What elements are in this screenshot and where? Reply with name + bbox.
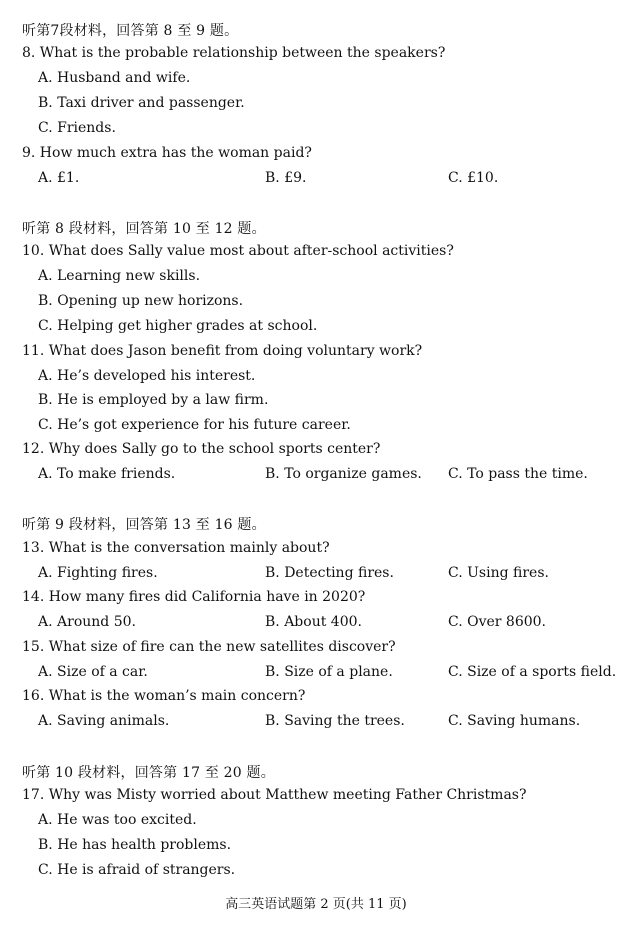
option-17c: C. He is afraid of strangers. xyxy=(38,862,236,878)
option-16a: A. Saving animals. xyxy=(38,713,170,729)
option-13c: C. Using fires. xyxy=(448,565,549,581)
option-12b: B. To organize games. xyxy=(265,466,422,482)
question-14: 14. How many fires did California have in 2020? xyxy=(22,589,366,605)
question-15: 15. What size of fire can the new satellites discover? xyxy=(22,639,396,655)
option-11a: A. He’s developed his interest. xyxy=(38,368,256,384)
option-13b: B. Detecting fires. xyxy=(265,565,394,581)
option-9a: A. £1. xyxy=(38,170,80,186)
question-12: 12. Why does Sally go to the school sports center? xyxy=(22,441,381,457)
question-8: 8. What is the probable relationship between the speakers? xyxy=(22,45,446,61)
option-8b: B. Taxi driver and passenger. xyxy=(38,95,245,111)
section-header: 听第7段材料，回答第 8 至 9 题。 xyxy=(22,23,239,39)
section-header: 听第 10 段材料，回答第 17 至 20 题。 xyxy=(22,765,275,781)
option-14a: A. Around 50. xyxy=(38,614,136,630)
option-12a: A. To make friends. xyxy=(38,466,176,482)
option-11c: C. He’s got experience for his future career. xyxy=(38,417,351,433)
option-17b: B. He has health problems. xyxy=(38,837,232,853)
option-8c: C. Friends. xyxy=(38,120,116,136)
question-13: 13. What is the conversation mainly about? xyxy=(22,540,330,556)
option-17a: A. He was too excited. xyxy=(38,812,197,828)
option-13a: A. Fighting fires. xyxy=(38,565,158,581)
option-9b: B. £9. xyxy=(265,170,307,186)
question-10: 10. What does Sally value most about after-school activities? xyxy=(22,243,454,259)
question-9: 9. How much extra has the woman paid? xyxy=(22,145,312,161)
option-10a: A. Learning new skills. xyxy=(38,268,201,284)
section-header: 听第 9 段材料，回答第 13 至 16 题。 xyxy=(22,517,266,533)
option-16b: B. Saving the trees. xyxy=(265,713,405,729)
page-footer: 高三英语试题第 2 页(共 11 页) xyxy=(225,897,407,912)
option-15a: A. Size of a car. xyxy=(38,664,148,680)
option-10b: B. Opening up new horizons. xyxy=(38,293,244,309)
option-8a: A. Husband and wife. xyxy=(38,70,191,86)
question-17: 17. Why was Misty worried about Matthew meeting Father Christmas? xyxy=(22,787,527,803)
question-11: 11. What does Jason benefit from doing voluntary work? xyxy=(22,343,423,359)
option-14b: B. About 400. xyxy=(265,614,362,630)
section-header: 听第 8 段材料，回答第 10 至 12 题。 xyxy=(22,221,266,237)
option-9c: C. £10. xyxy=(448,170,499,186)
option-14c: C. Over 8600. xyxy=(448,614,547,630)
option-15b: B. Size of a plane. xyxy=(265,664,393,680)
question-16: 16. What is the woman’s main concern? xyxy=(22,688,306,704)
option-12c: C. To pass the time. xyxy=(448,466,588,482)
option-15c: C. Size of a sports field. xyxy=(448,664,617,680)
option-11b: B. He is employed by a law firm. xyxy=(38,392,269,408)
option-10c: C. Helping get higher grades at school. xyxy=(38,318,318,334)
option-16c: C. Saving humans. xyxy=(448,713,581,729)
